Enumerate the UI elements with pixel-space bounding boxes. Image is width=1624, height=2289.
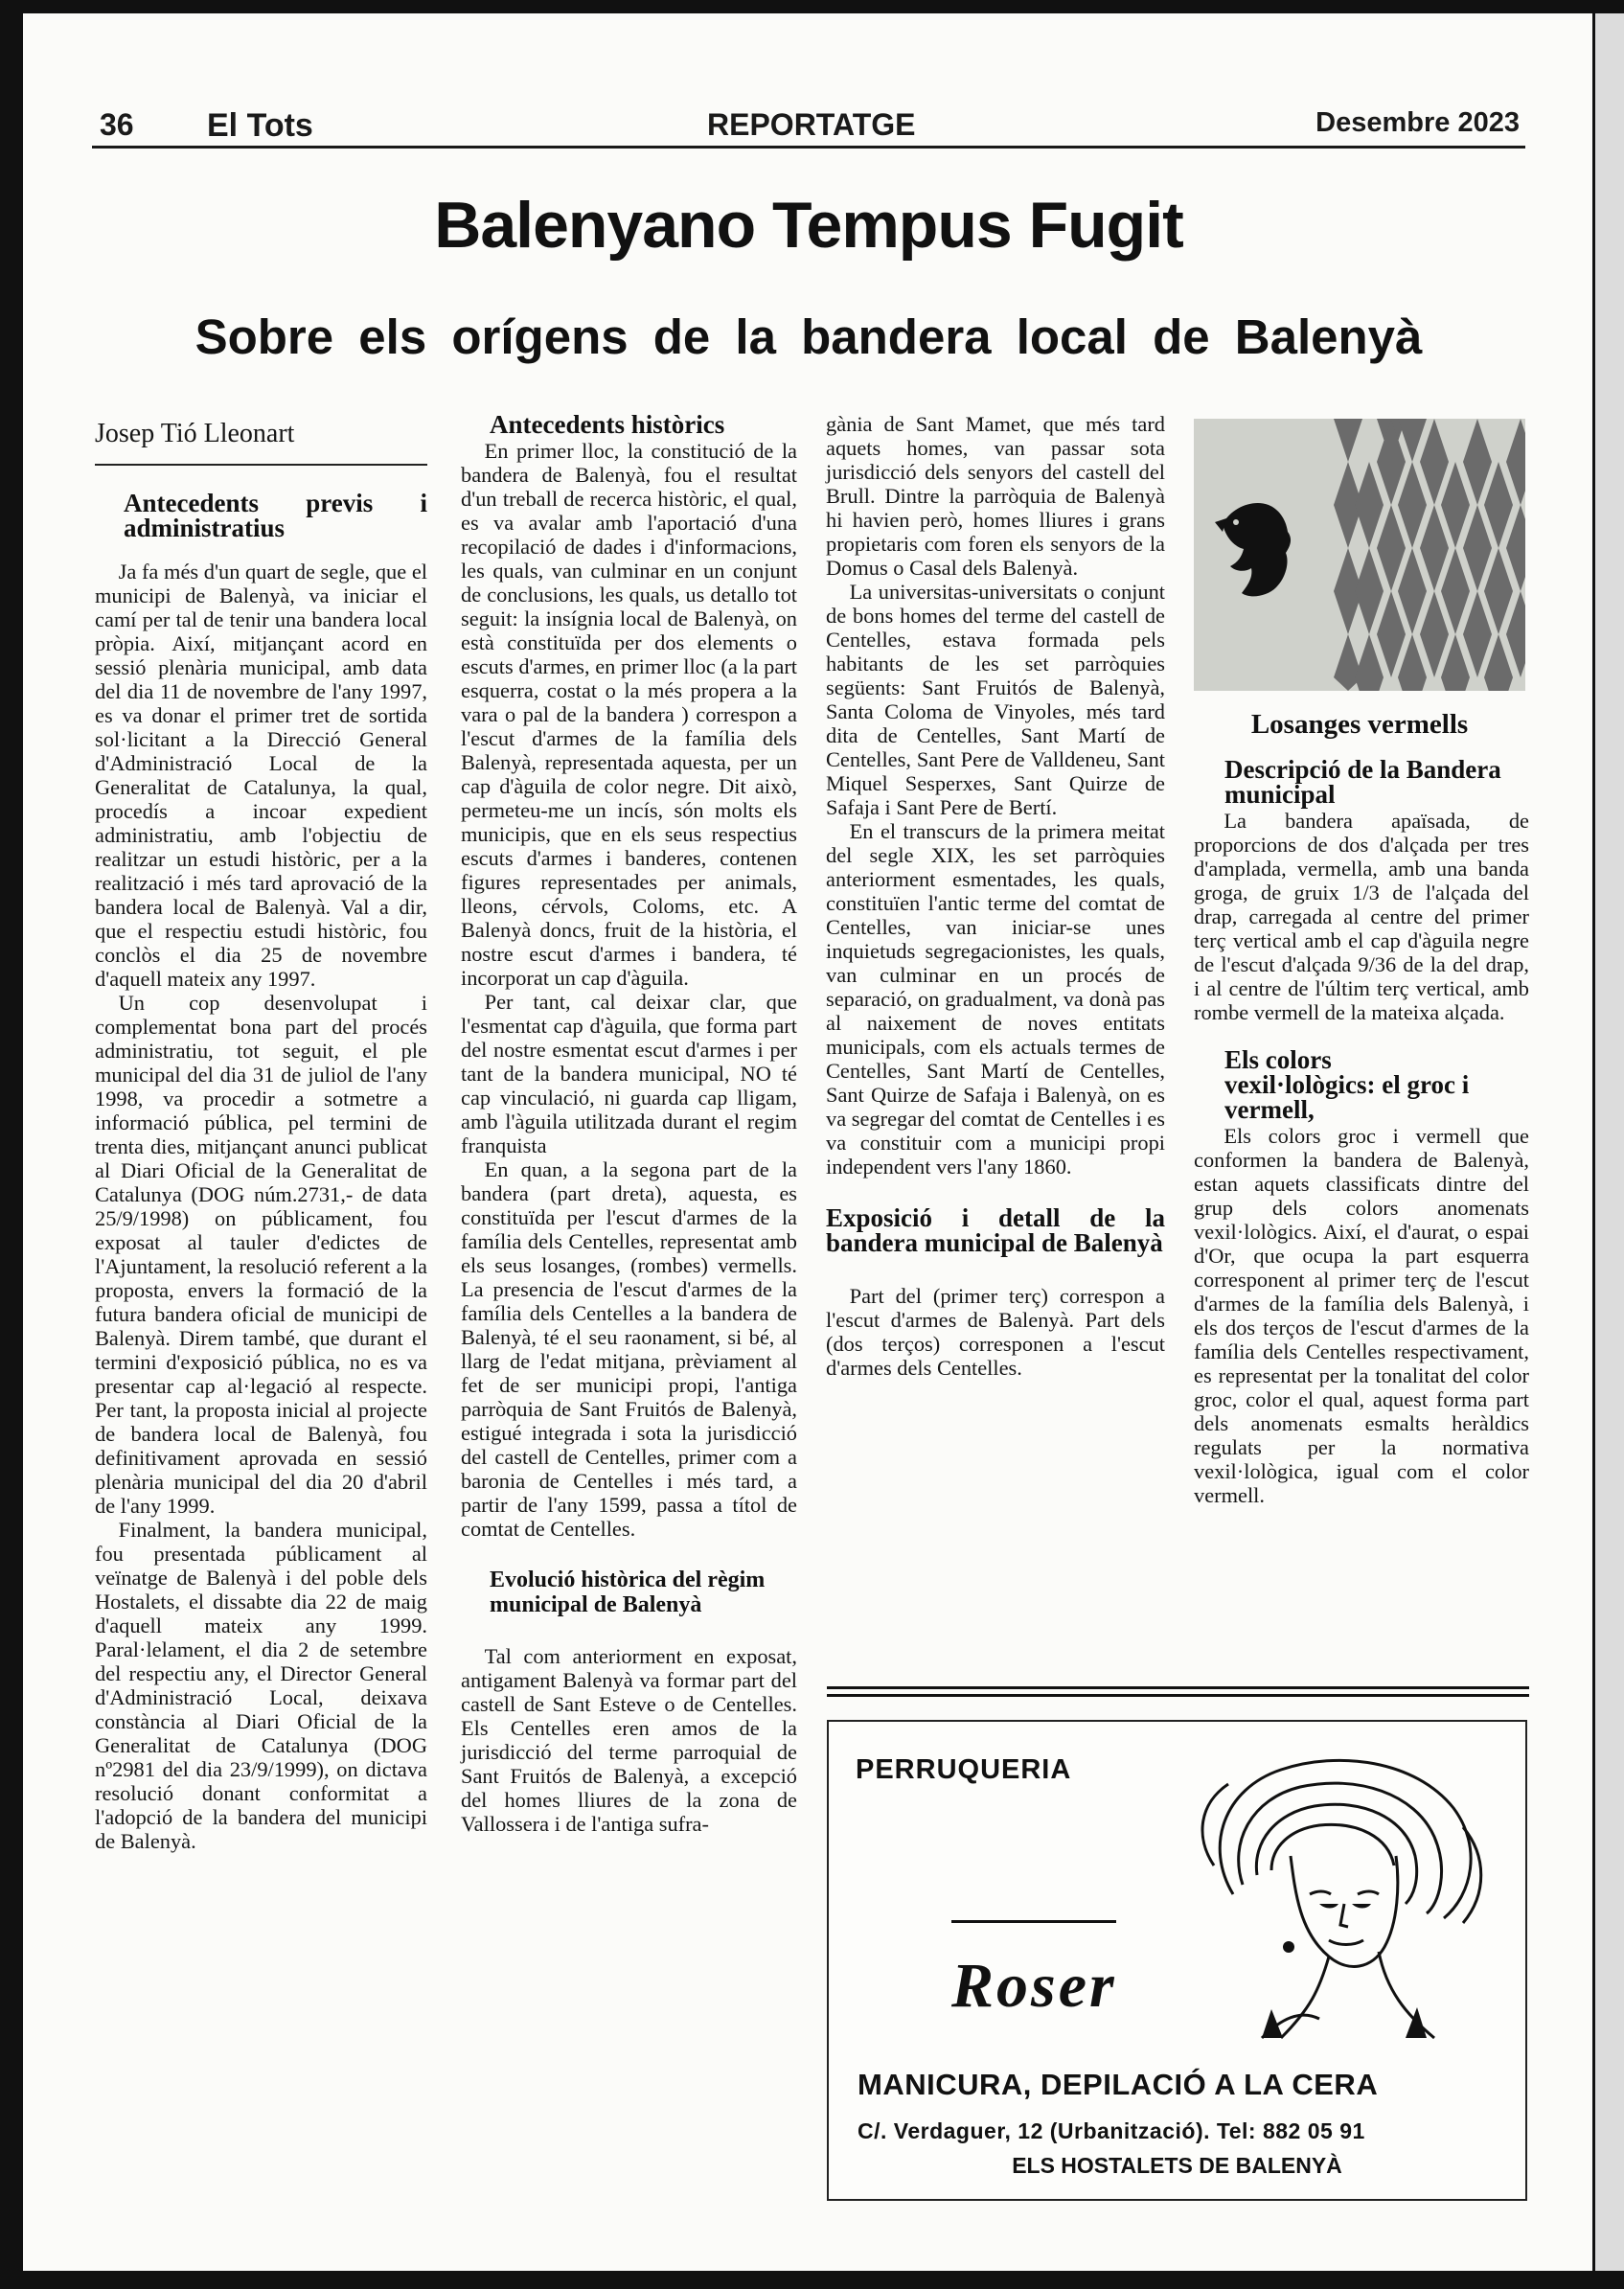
article-subtitle: Sobre els orígens de la bandera local de Balenyà — [194, 309, 1423, 364]
author-name: Josep Tió Lleonart — [95, 419, 295, 448]
column-2 — [461, 412, 797, 1836]
flag-graphic — [1194, 419, 1525, 691]
paragraph: En el transcurs de la primera meitat del segle XIX, les set parròquies anteriorment esmentades, les quals, constituïen l'antic terme del comtat de Centelles, van iniciar-se unes inquietuds segregacionistes, les quals, van culminar en un procés de separació, on gradualment, va donà pas al naixement de noves entitats municipals, com els actuals termes de Centelles, Sant Martí de Centelles, Sant Quirze de Safaja i Balenyà, on es va segregar del comtat de Centelles i es va constituir com a municipi propi independent vers l'any 1860. — [826, 819, 1165, 1179]
section-name: REPORTATGE — [707, 107, 916, 142]
eagle-head-icon — [1215, 503, 1291, 596]
running-header — [92, 103, 1525, 142]
paragraph: La universitas-universitats o conjunt de bons homes del terme del castell de Centelles, estava formada pels habitants de les set parròquies següents: Sant Fruitós de Balenyà, Santa Coloma de Vinyoles, més tard dita de Centelles, Sant Martí de Centelles, Sant Pere de Valldeneu, Sant Miquel Sesperxes, Sant Quirze de Safaja i Sant Pere de Bertí. — [826, 580, 1165, 819]
heading-antecedents-previs: Antecedents previs i administratius — [124, 489, 427, 542]
ad-services: MANICURA, DEPILACIÓ A LA CERA — [858, 2068, 1379, 2101]
paragraph: Part del (primer terç) correspon a l'escut d'armes de Balenyà. Part dels (dos terços) corresponen a l'escut d'armes dels Centelles. — [826, 1284, 1165, 1380]
heading-evolucio-historica: Evolució històrica del règim municipal de Balenyà — [490, 1568, 766, 1617]
paragraph: Finalment, la bandera municipal, fou presentada públicament al veïnatge de Balenyà i del poble dels Hostalets, el dissabte dia 22 de maig d'aquell mateix any 1999. Paral·lelament, el dia 2 de setembre del respectiu any, el Director General d'Administració Local, deixava constància al Diari Oficial de la Generalitat de Catalunya (DOG nº2981 del dia 23/9/1999), on dictava resolució donant conformitat a l'adopció de la bandera del municipi de Balenyà. — [95, 1518, 427, 1853]
paragraph: Ja fa més d'un quart de segle, que el municipi de Balenyà, va iniciar el camí per tal de tenir una bandera local pròpia. Així, mitjançant acord en sessió plenària municipal, amb data del dia 11 de novembre de l'any 1997, es va donar el primer tret de sortida sol·licitant a la Direcció General d'Administració Local de la Generalitat de Catalunya, la qual, procedís a incoar expedient administratiu, amb l'objectiu de realitzar un estudi històric, per a la realització i més tard aprovació de la bandera local de Balenyà. Val a dir, que el respectiu estudi històric, fou conclòs el dia 25 de novembre d'aquell mateix any 1997. — [95, 560, 427, 991]
paragraph: Un cop desenvolupat i complementat bona part del procés administratiu, tot seguit, el ple municipal del dia 31 de juliol de l'any 1998, va procedir a sotmetre a informació pública, pel termini de trenta dies, mitjançant anunci publicat al Diari Oficial de la Generalitat de Catalunya (DOG núm.2731,- de data 25/9/1998) on públicament, fou exposat al tauler d'edictes de l'Ajuntament, la resolució referent a la proposta, envers la formació de la futura bandera oficial de municipi de Balenyà. Direm també, que durant el termini d'exposició pública, no es va presentar cap al·legació al respecte. Per tant, la proposta inicial al projecte de bandera local de Balenyà, fou definitivament aprovada en sessió plenària municipal del dia 20 d'abril de l'any 1999. — [95, 991, 427, 1518]
ad-address: C/. Verdaguer, 12 (Urbanització). Tel: 882 05 91 — [858, 2118, 1365, 2143]
heading-antecedents-historics: Antecedents històrics — [490, 410, 725, 439]
page-edge — [1595, 13, 1624, 2271]
column-4 — [1194, 757, 1529, 1507]
ad-brand-name: Roser — [951, 1951, 1117, 2021]
paragraph: En quan, a la segona part de la bandera (part dreta), aquesta, es constituïda per l'escut d'armes de la família dels Centelles, representat amb els seus losanges, (rombes) vermells. La presencia de l'escut d'armes de la família dels Centelles a la bandera de Balenyà, té el seu raonament, si bé, al llarg de l'edat mitjana, prèviament al fet de ser municipi propi, l'antiga parròquia de Sant Fruitós de Balenyà, estigué integrada i sota la jurisdicció del castell de Centelles, primer com a baronia de Centelles i més tard, a partir de l'any 1599, passa a títol de comtat de Centelles. — [461, 1157, 797, 1541]
paragraph: La bandera apaïsada, de proporcions de dos d'alçada per tres d'amplada, vermella, amb una banda groga, de gruix 1/3 de l'alçada del drap, carregada al centre del primer terç vertical amb el cap d'àguila negre de l'escut d'alçada 9/36 de la del drap, i al centre de l'últim terç vertical, amb rombe vermell de la mateixa alçada. — [1194, 809, 1529, 1024]
heading-descripcio-bandera: Descripció de la Bandera municipal — [1224, 755, 1501, 809]
lozenges-pattern — [1334, 419, 1525, 691]
column-3 — [826, 412, 1165, 1380]
ad-town: ELS HOSTALETS DE BALENYÀ — [1012, 2153, 1342, 2178]
ad-rule-bottom — [827, 1694, 1529, 1697]
ad-divider — [951, 1920, 1116, 1923]
heading-exposicio-detall: Exposició i detall de la bandera municipal de Balenyà — [826, 1203, 1165, 1257]
publication-name: El Tots — [207, 107, 313, 144]
heading-colors-vexillologics: Els colors vexil·lològics: el groc i vermell, — [1224, 1045, 1470, 1124]
flag-caption: Losanges vermells — [1250, 709, 1469, 740]
column-1 — [95, 418, 427, 1853]
lady-illustration — [1176, 1751, 1499, 2048]
issue-date: Desembre 2023 — [1315, 107, 1520, 138]
author-rule — [95, 464, 427, 466]
ad-rule-top — [827, 1686, 1529, 1689]
header-rule — [92, 146, 1525, 149]
paragraph: Els colors groc i vermell que conformen la bandera de Balenyà, estan aquets classificats dintre del grup dels colors anomenats vexil·lològics. Així, el d'aurat, o espai d'Or, que ocupa la part esquerra corresponent al primer terç de l'escut d'armes de la família dels Balenyà, i els dos terços de l'escut d'armes de la família dels Centelles respectivament, es representat per la tonalitat del color groc, color el qual, aquest forma part dels anomenats esmalts heràldics regulats per la normativa vexil·lològica, igual com el color vermell. — [1194, 1124, 1529, 1507]
paragraph: Tal com anteriorment en exposat, antigament Balenyà va formar part del castell de Sant Esteve o de Centelles. Els Centelles eren amos de la jurisdicció del terme parroquial de Sant Fruitós de Balenyà, a excepció del homes lliures de la zona de Vallossera i de l'antiga sufra- — [461, 1644, 797, 1836]
paragraph: En primer lloc, la constitució de la bandera de Balenyà, fou el resultat d'un treball de recerca històric, el qual, es va avalar amb l'aportació d'una recopilació de dades i d'informacions, les quals, van culminar en un conjunt de conclusions, les quals, us detallo tot seguit: la insígnia local de Balenyà, on està constituïda per dos elements o escuts d'armes, en primer lloc (a la part esquerra, costat o la més propera a la vara o pal de la bandera ) correspon a l'escut d'armes de la família dels Balenyà, representada aquesta, per un cap d'àguila de color negre. Dit això, permeteu-me un incís, són molts els municipis, que en els seus respectius escuts d'armes i banderes, contenen figures representades per animals, lleons, cérvols, Coloms, etc. A Balenyà doncs, fruit de la història, el nostre escut d'armes i bandera, té incorporat un cap d'àguila. — [461, 439, 797, 990]
advertisement — [827, 1720, 1527, 2201]
article-title: Balenyano Tempus Fugit — [434, 189, 1183, 262]
paragraph: Per tant, cal deixar clar, que l'esmentat cap d'àguila, que forma part del nostre esmentat escut d'armes i per tant de la bandera municipal, NO té cap vinculació, ni guarda cap lligam, amb l'àguila utilitzada durant el regim franquista — [461, 990, 797, 1157]
page-number: 36 — [100, 107, 134, 142]
flag-photo — [1194, 419, 1525, 691]
ad-business-type: PERRUQUERIA — [856, 1754, 1072, 1785]
paragraph: gània de Sant Mamet, que més tard aquets homes, van passar sota jurisdicció dels senyors del castell del Brull. Dintre la parròquia de Balenyà hi havien però, homes lliures i grans propietaris com foren els senyors de la Domus o Casal dels Balenyà. — [826, 412, 1165, 580]
